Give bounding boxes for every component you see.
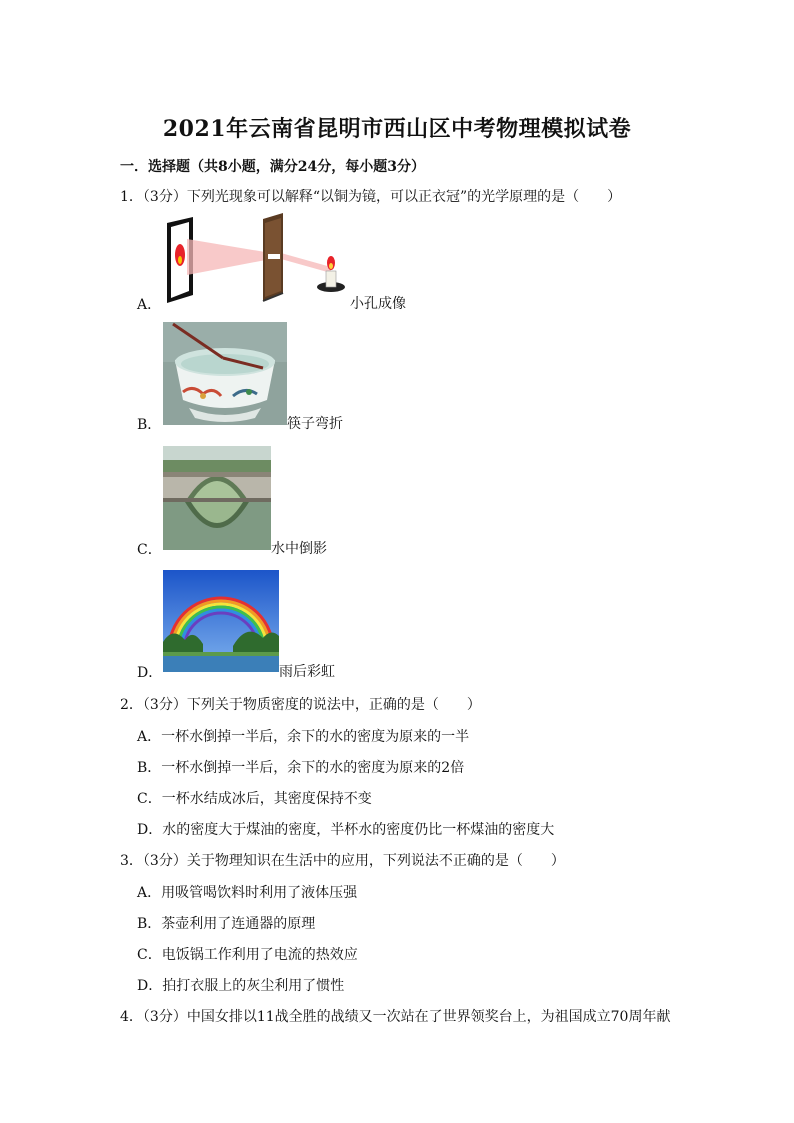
question-3-stem: 3．（3分）关于物理知识在生活中的应用，下列说法不正确的是（ ） bbox=[120, 853, 565, 869]
question-4-stem: 4．（3分）中国女排以11战全胜的战绩又一次站在了世界领奖台上，为祖国成立70周年献 bbox=[120, 1009, 671, 1025]
q3-option-d: D．拍打衣服上的灰尘利用了惯性 bbox=[137, 978, 345, 994]
q2-option-a: A．一杯水倒掉一半后，余下的水的密度为原来的一半 bbox=[137, 729, 470, 745]
section-heading: 一．选择题（共8小题，满分24分，每小题3分） bbox=[120, 159, 425, 175]
q1-option-d-caption: 雨后彩虹 bbox=[279, 664, 335, 680]
exam-title: 2021年云南省昆明市西山区中考物理模拟试卷 bbox=[162, 116, 632, 142]
q1-option-d-letter: D． bbox=[137, 665, 163, 681]
pinhole-camera-diagram-icon bbox=[163, 213, 350, 310]
question-1-stem: 1．（3分）下列光现象可以解释“以铜为镜，可以正衣冠”的光学原理的是（ ） bbox=[120, 189, 622, 205]
bridge-reflection-photo-icon bbox=[163, 446, 271, 550]
rainbow-photo-icon bbox=[163, 570, 279, 672]
q1-option-c-caption: 水中倒影 bbox=[271, 541, 327, 557]
q3-option-c: C．电饭锅工作利用了电流的热效应 bbox=[137, 947, 358, 963]
q1-option-a-letter: A． bbox=[137, 297, 162, 313]
q3-option-b: B．茶壶利用了连通器的原理 bbox=[137, 916, 316, 932]
q2-option-b: B．一杯水倒掉一半后，余下的水的密度为原来的2倍 bbox=[137, 760, 465, 776]
q2-option-d: D．水的密度大于煤油的密度，半杯水的密度仍比一杯煤油的密度大 bbox=[137, 822, 555, 838]
q3-option-a: A．用吸管喝饮料时利用了液体压强 bbox=[137, 885, 358, 901]
q1-option-b-letter: B． bbox=[137, 417, 162, 433]
q2-option-c: C．一杯水结成冰后，其密度保持不变 bbox=[137, 791, 372, 807]
q1-option-c-letter: C． bbox=[137, 542, 162, 558]
q1-option-b-caption: 筷子弯折 bbox=[287, 416, 343, 432]
q1-option-a-caption: 小孔成像 bbox=[350, 296, 406, 312]
question-2-stem: 2．（3分）下列关于物质密度的说法中，正确的是（ ） bbox=[120, 697, 481, 713]
chopsticks-in-bowl-photo-icon bbox=[163, 322, 287, 425]
